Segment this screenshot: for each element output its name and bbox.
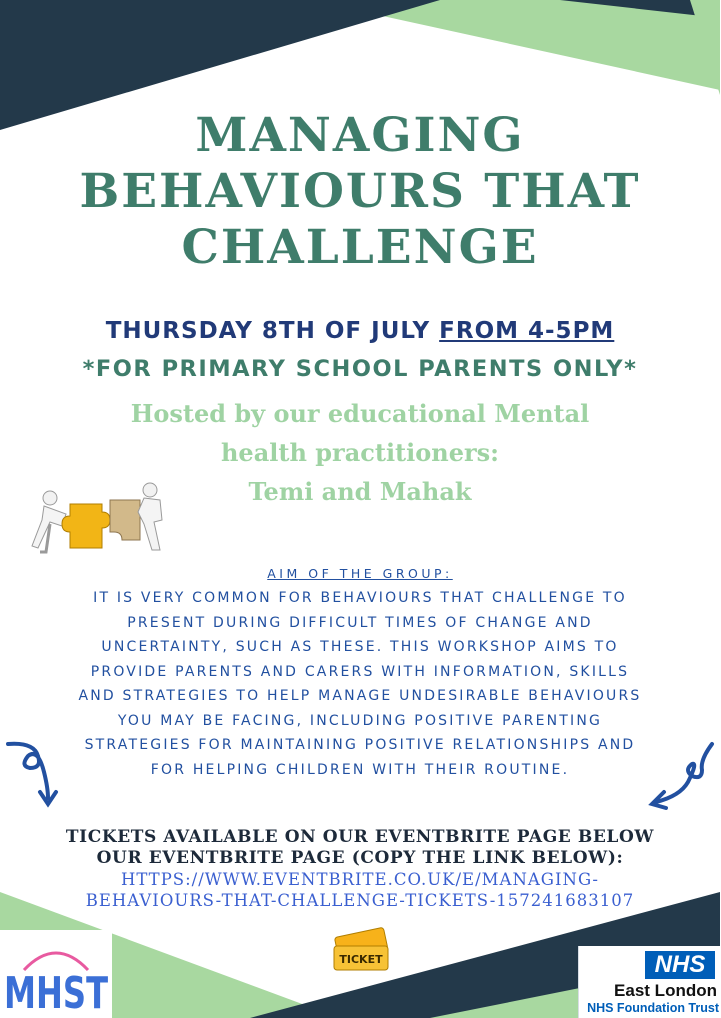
- title-line-2: BEHAVIOURS THAT: [79, 164, 641, 219]
- hosted-line-3: Temi and Mahak: [248, 477, 472, 506]
- curly-arrow-right-icon: [642, 740, 716, 812]
- eventbrite-link-line-1[interactable]: HTTPS://WWW.EVENTBRITE.CO.UK/E/MANAGING-: [120, 870, 600, 889]
- event-time: FROM 4-5PM: [439, 318, 615, 344]
- hosted-line-2: health practitioners:: [220, 438, 499, 467]
- aim-line: PROVIDE PARENTS AND CARERS WITH INFORMATION, SKILLS: [90, 663, 630, 680]
- tickets-line-2: OUR EVENTBRITE PAGE (COPY THE LINK BELOW):: [96, 848, 624, 868]
- title-line-3: CHALLENGE: [181, 220, 539, 275]
- event-day: THURSDAY 8TH OF JULY: [105, 318, 431, 344]
- aim-line: AND STRATEGIES TO HELP MANAGE UNDESIRABLE BEHAVIOURS: [78, 688, 642, 704]
- curly-arrow-left-icon: [4, 738, 66, 810]
- ticket-icon: [330, 928, 396, 976]
- nhs-org-name: East London: [614, 981, 717, 1000]
- mhst-logo: [0, 930, 112, 1018]
- aim-line: FOR HELPING CHILDREN WITH THEIR ROUTINE.: [150, 761, 570, 778]
- tickets-info: [0, 827, 720, 911]
- nhs-logo: NHS: [645, 951, 715, 979]
- title-line-1: MANAGING: [195, 108, 525, 163]
- eventbrite-link-line-2[interactable]: BEHAVIOURS-THAT-CHALLENGE-TICKETS-157241683107: [85, 891, 635, 910]
- audience-note: *FOR PRIMARY SCHOOL PARENTS ONLY*: [82, 356, 638, 382]
- event-title: [0, 108, 720, 276]
- nhs-trust-name: NHS Foundation Trust: [587, 1001, 719, 1015]
- mhst-logo-text: MHST: [4, 968, 108, 1018]
- aim-line: UNCERTAINTY, SUCH AS THESE. THIS WORKSHOP AIMS TO: [101, 639, 619, 655]
- ticket-icon-text: TICKET: [339, 953, 383, 966]
- hosted-line-1: Hosted by our educational Mental: [130, 399, 590, 428]
- aim-line: IT IS VERY COMMON FOR BEHAVIOURS THAT CHALLENGE TO: [93, 590, 627, 606]
- nhs-logo-block: [578, 946, 721, 1018]
- event-date: [0, 318, 720, 344]
- aim-line: YOU MAY BE FACING, INCLUDING POSITIVE PARENTING: [117, 712, 603, 729]
- aim-line: STRATEGIES FOR MAINTAINING POSITIVE RELATIONSHIPS AND: [84, 737, 636, 753]
- aim-body: [0, 586, 720, 782]
- aim-heading: AIM OF THE GROUP:: [267, 566, 453, 581]
- aim-line: PRESENT DURING DIFFICULT TIMES OF CHANGE AND: [127, 614, 593, 631]
- tickets-line-1: TICKETS AVAILABLE ON OUR EVENTBRITE PAGE BELOW: [65, 827, 655, 847]
- puzzle-people-icon: [22, 478, 172, 558]
